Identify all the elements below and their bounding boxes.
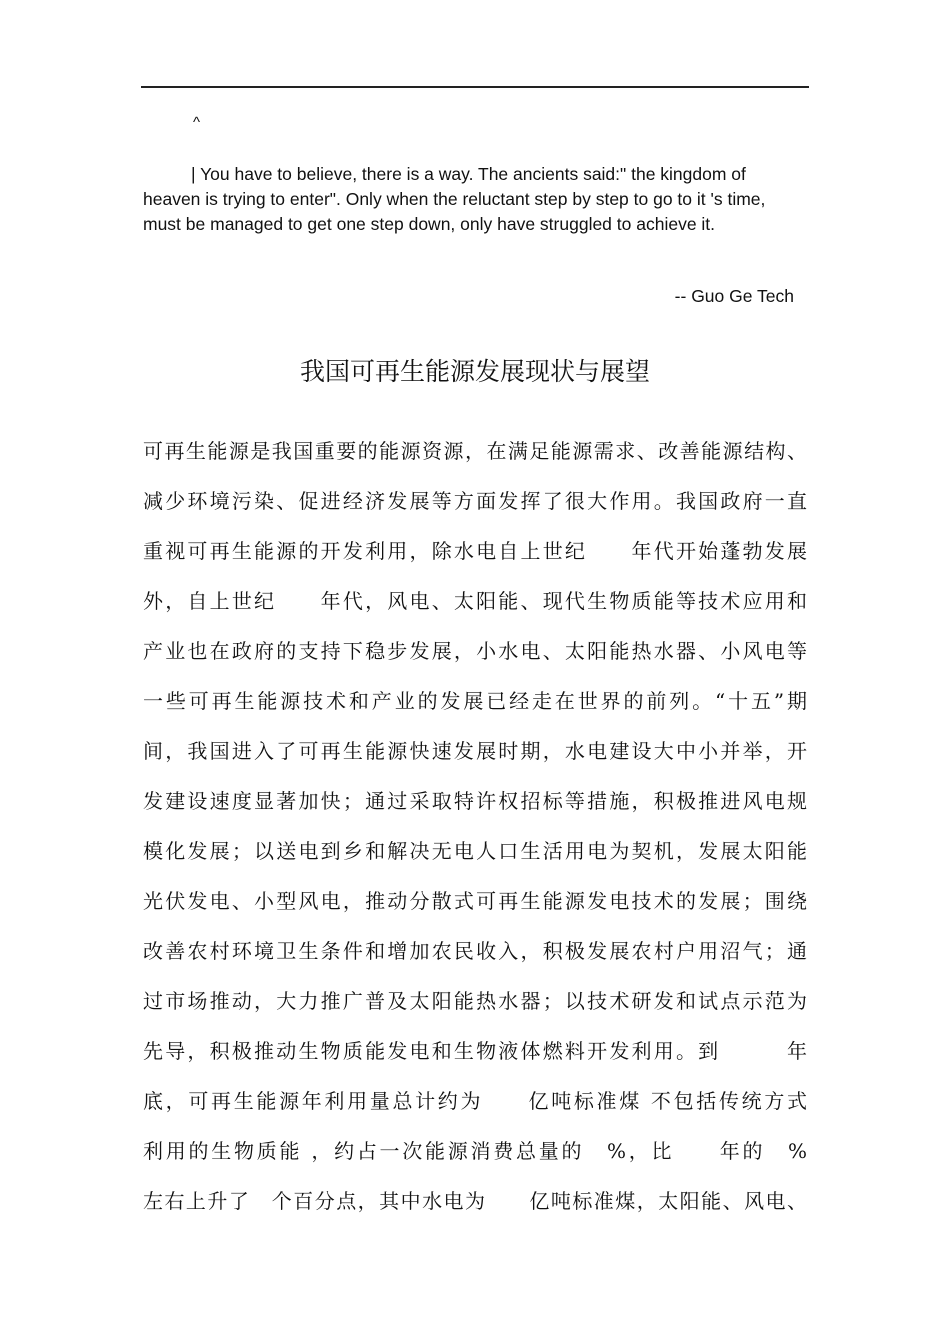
body-line: 间，我国进入了可再生能源快速发展时期，水电建设大中小并举，开 — [143, 739, 807, 763]
epigraph-attribution: -- Guo Ge Tech — [674, 286, 794, 306]
body-line: 发建设速度显著加快；通过采取特许权招标等措施，积极推进风电规 — [143, 789, 807, 813]
document-title: 我国可再生能源发展现状与展望 — [299, 357, 650, 386]
body-line: 减少环境污染、促进经济发展等方面发挥了很大作用。我国政府一直 — [143, 489, 807, 513]
body-line: 底，可再生能源年利用量总计约为 亿吨标准煤 不包括传统方式 — [143, 1089, 807, 1113]
header-caret: ^ — [193, 114, 201, 131]
body-line: 重视可再生能源的开发利用，除水电自上世纪 年代开始蓬勃发展 — [143, 539, 807, 563]
body-line: 光伏发电、小型风电，推动分散式可再生能源发电技术的发展；围绕 — [143, 889, 807, 913]
body-line: 一些可再生能源技术和产业的发展已经走在世界的前列。“十五”期 — [143, 689, 807, 713]
body-line: 模化发展；以送电到乡和解决无电人口生活用电为契机，发展太阳能 — [143, 839, 807, 863]
body-line: 可再生能源是我国重要的能源资源，在满足能源需求、改善能源结构、 — [143, 439, 807, 463]
body-line: 改善农村环境卫生条件和增加农民收入，积极发展农村户用沼气；通 — [143, 939, 807, 963]
body-line: 左右上升了 个百分点，其中水电为 亿吨标准煤，太阳能、风电、 — [143, 1189, 807, 1213]
body-line: 产业也在政府的支持下稳步发展，小水电、太阳能热水器、小风电等 — [143, 639, 807, 663]
header-rule — [141, 86, 809, 88]
body-line: 过市场推动，大力推广普及太阳能热水器；以技术研发和试点示范为 — [143, 989, 807, 1013]
body-line: 外，自上世纪 年代，风电、太阳能、现代生物质能等技术应用和 — [143, 589, 807, 613]
epigraph-quote: | You have to believe, there is a way. The ancients said:" the kingdom of heaven is trying to enter". Only when the reluctant step by step to go to it 's time, must be managed to get one step down, only have struggled to achieve it. — [143, 164, 766, 234]
document-body — [143, 426, 807, 1226]
body-line: 利用的生物质能 ，约占一次能源消费总量的 %，比 年的 % — [143, 1139, 807, 1163]
body-line: 先导，积极推动生物质能发电和生物液体燃料开发利用。到 年 — [143, 1039, 807, 1063]
